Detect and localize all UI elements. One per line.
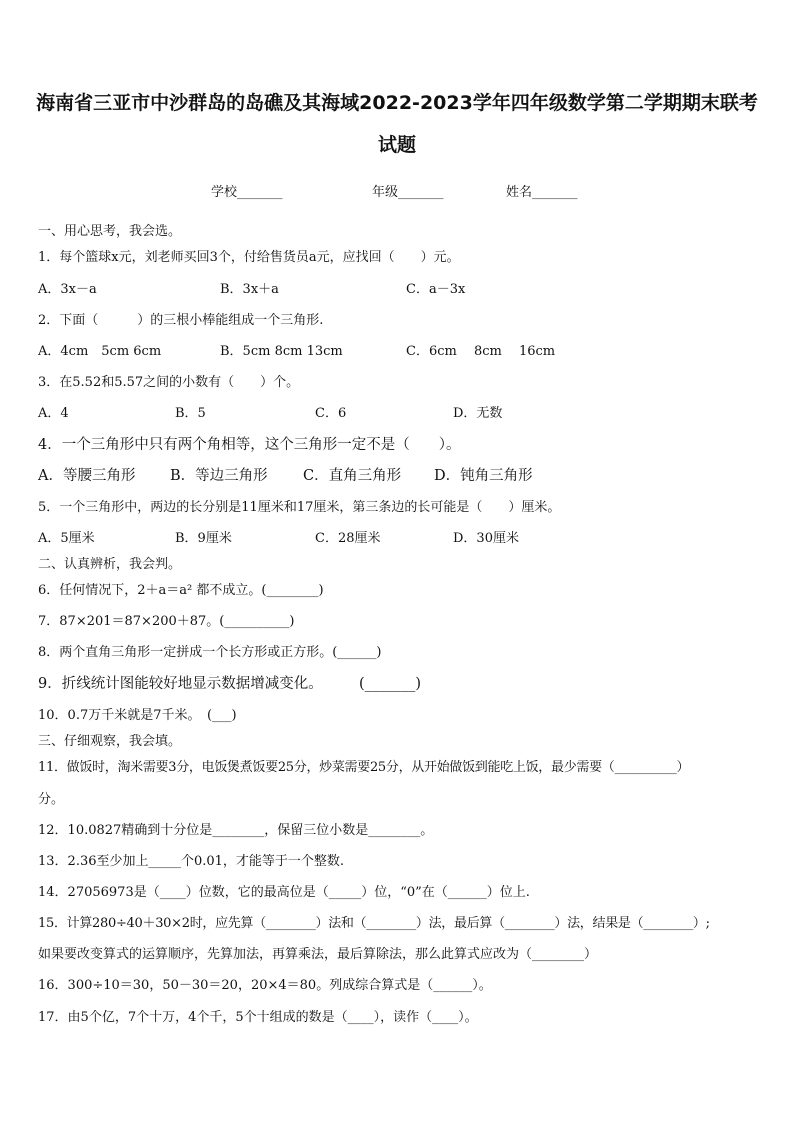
q2-option-c: C．6cm 8cm 16cm: [406, 344, 556, 359]
question-1: 1．每个篮球x元，刘老师买回3个，付给售货员a元，应找回（ ）元。: [38, 250, 460, 265]
q4-option-c: C．直角三角形: [303, 468, 402, 484]
q3-option-c: C．6: [315, 406, 347, 421]
question-17: 17．由5个亿，7个十万，4个千，5个十组成的数是（____），读作（____）。: [38, 1010, 478, 1025]
q5-option-d: D．30厘米: [453, 531, 519, 546]
section-3-heading: 三、仔细观察，我会填。: [38, 734, 182, 749]
question-3: 3．在5.52和5.57之间的小数有（ ）个。: [38, 375, 300, 390]
q3-option-d: D．无数: [453, 406, 503, 421]
paper-title-line2: 试题: [377, 134, 416, 156]
question-7: 7．87×201＝87×200＋87。(__________): [38, 614, 295, 629]
q1-option-c: C．a－3x: [406, 282, 466, 297]
q4-option-b: B．等边三角形: [170, 468, 268, 484]
paper-title-line1: 海南省三亚市中沙群岛的岛礁及其海域2022-2023学年四年级数学第二学期期末联考: [36, 92, 758, 114]
question-11-continued: 分。: [38, 792, 65, 807]
q2-option-a: A．4cm 5cm 6cm: [38, 344, 162, 359]
question-10: 10．0.7万千米就是7千米。 (___): [38, 708, 237, 723]
question-9: 9．折线统计图能较好地显示数据增减变化。 (_______): [38, 676, 422, 692]
question-6: 6．任何情况下，2＋a＝a² 都不成立。(________): [38, 583, 324, 598]
q4-option-a: A．等腰三角形: [38, 468, 136, 484]
section-1-heading: 一、用心思考，我会选。: [38, 224, 182, 239]
question-15: 15．计算280÷40＋30×2时，应先算（________）法和（________）法，最后算（________）法，结果是（________）;: [38, 916, 710, 931]
name-field: 姓名_______: [506, 185, 578, 200]
question-16: 16．300÷10＝30，50－30＝20，20×4＝80。列成综合算式是（______）。: [38, 978, 492, 993]
q3-option-b: B．5: [175, 406, 206, 421]
section-2-heading: 二、认真辨析，我会判。: [38, 557, 182, 572]
q4-option-d: D．钝角三角形: [434, 468, 533, 484]
q5-option-b: B．9厘米: [175, 531, 232, 546]
q5-option-c: C．28厘米: [315, 531, 381, 546]
question-13: 13．2.36至少加上_____个0.01，才能等于一个整数.: [38, 854, 345, 869]
question-5: 5．一个三角形中，两边的长分别是11厘米和17厘米，第三条边的长可能是（ ）厘米。: [38, 500, 561, 515]
question-8: 8．两个直角三角形一定拼成一个长方形或正方形。(______): [38, 645, 382, 660]
q5-option-a: A．5厘米: [38, 531, 95, 546]
question-14: 14．27056973是（____）位数，它的最高位是（_____）位，“0”在（______）位上.: [38, 885, 530, 900]
question-12: 12．10.0827精确到十分位是________，保留三位小数是________。: [38, 823, 434, 838]
q3-option-a: A．4: [38, 406, 69, 421]
q1-option-a: A．3x－a: [38, 282, 97, 297]
question-15-continued: 如果要改变算式的运算顺序，先算加法，再算乘法，最后算除法，那么此算式应改为（________）: [38, 947, 598, 962]
school-field: 学校_______: [211, 185, 283, 200]
question-4: 4．一个三角形中只有两个角相等，这个三角形一定不是（ ）。: [38, 437, 461, 453]
q1-option-b: B．3x＋a: [220, 282, 279, 297]
question-2: 2．下面（ ）的三根小棒能组成一个三角形.: [38, 313, 324, 328]
grade-field: 年级_______: [372, 185, 444, 200]
q2-option-b: B．5cm 8cm 13cm: [220, 344, 343, 359]
question-11: 11．做饭时，淘米需要3分，电饭煲煮饭要25分，炒菜需要25分，从开始做饭到能吃上饭，最少需要（__________）: [38, 760, 690, 775]
